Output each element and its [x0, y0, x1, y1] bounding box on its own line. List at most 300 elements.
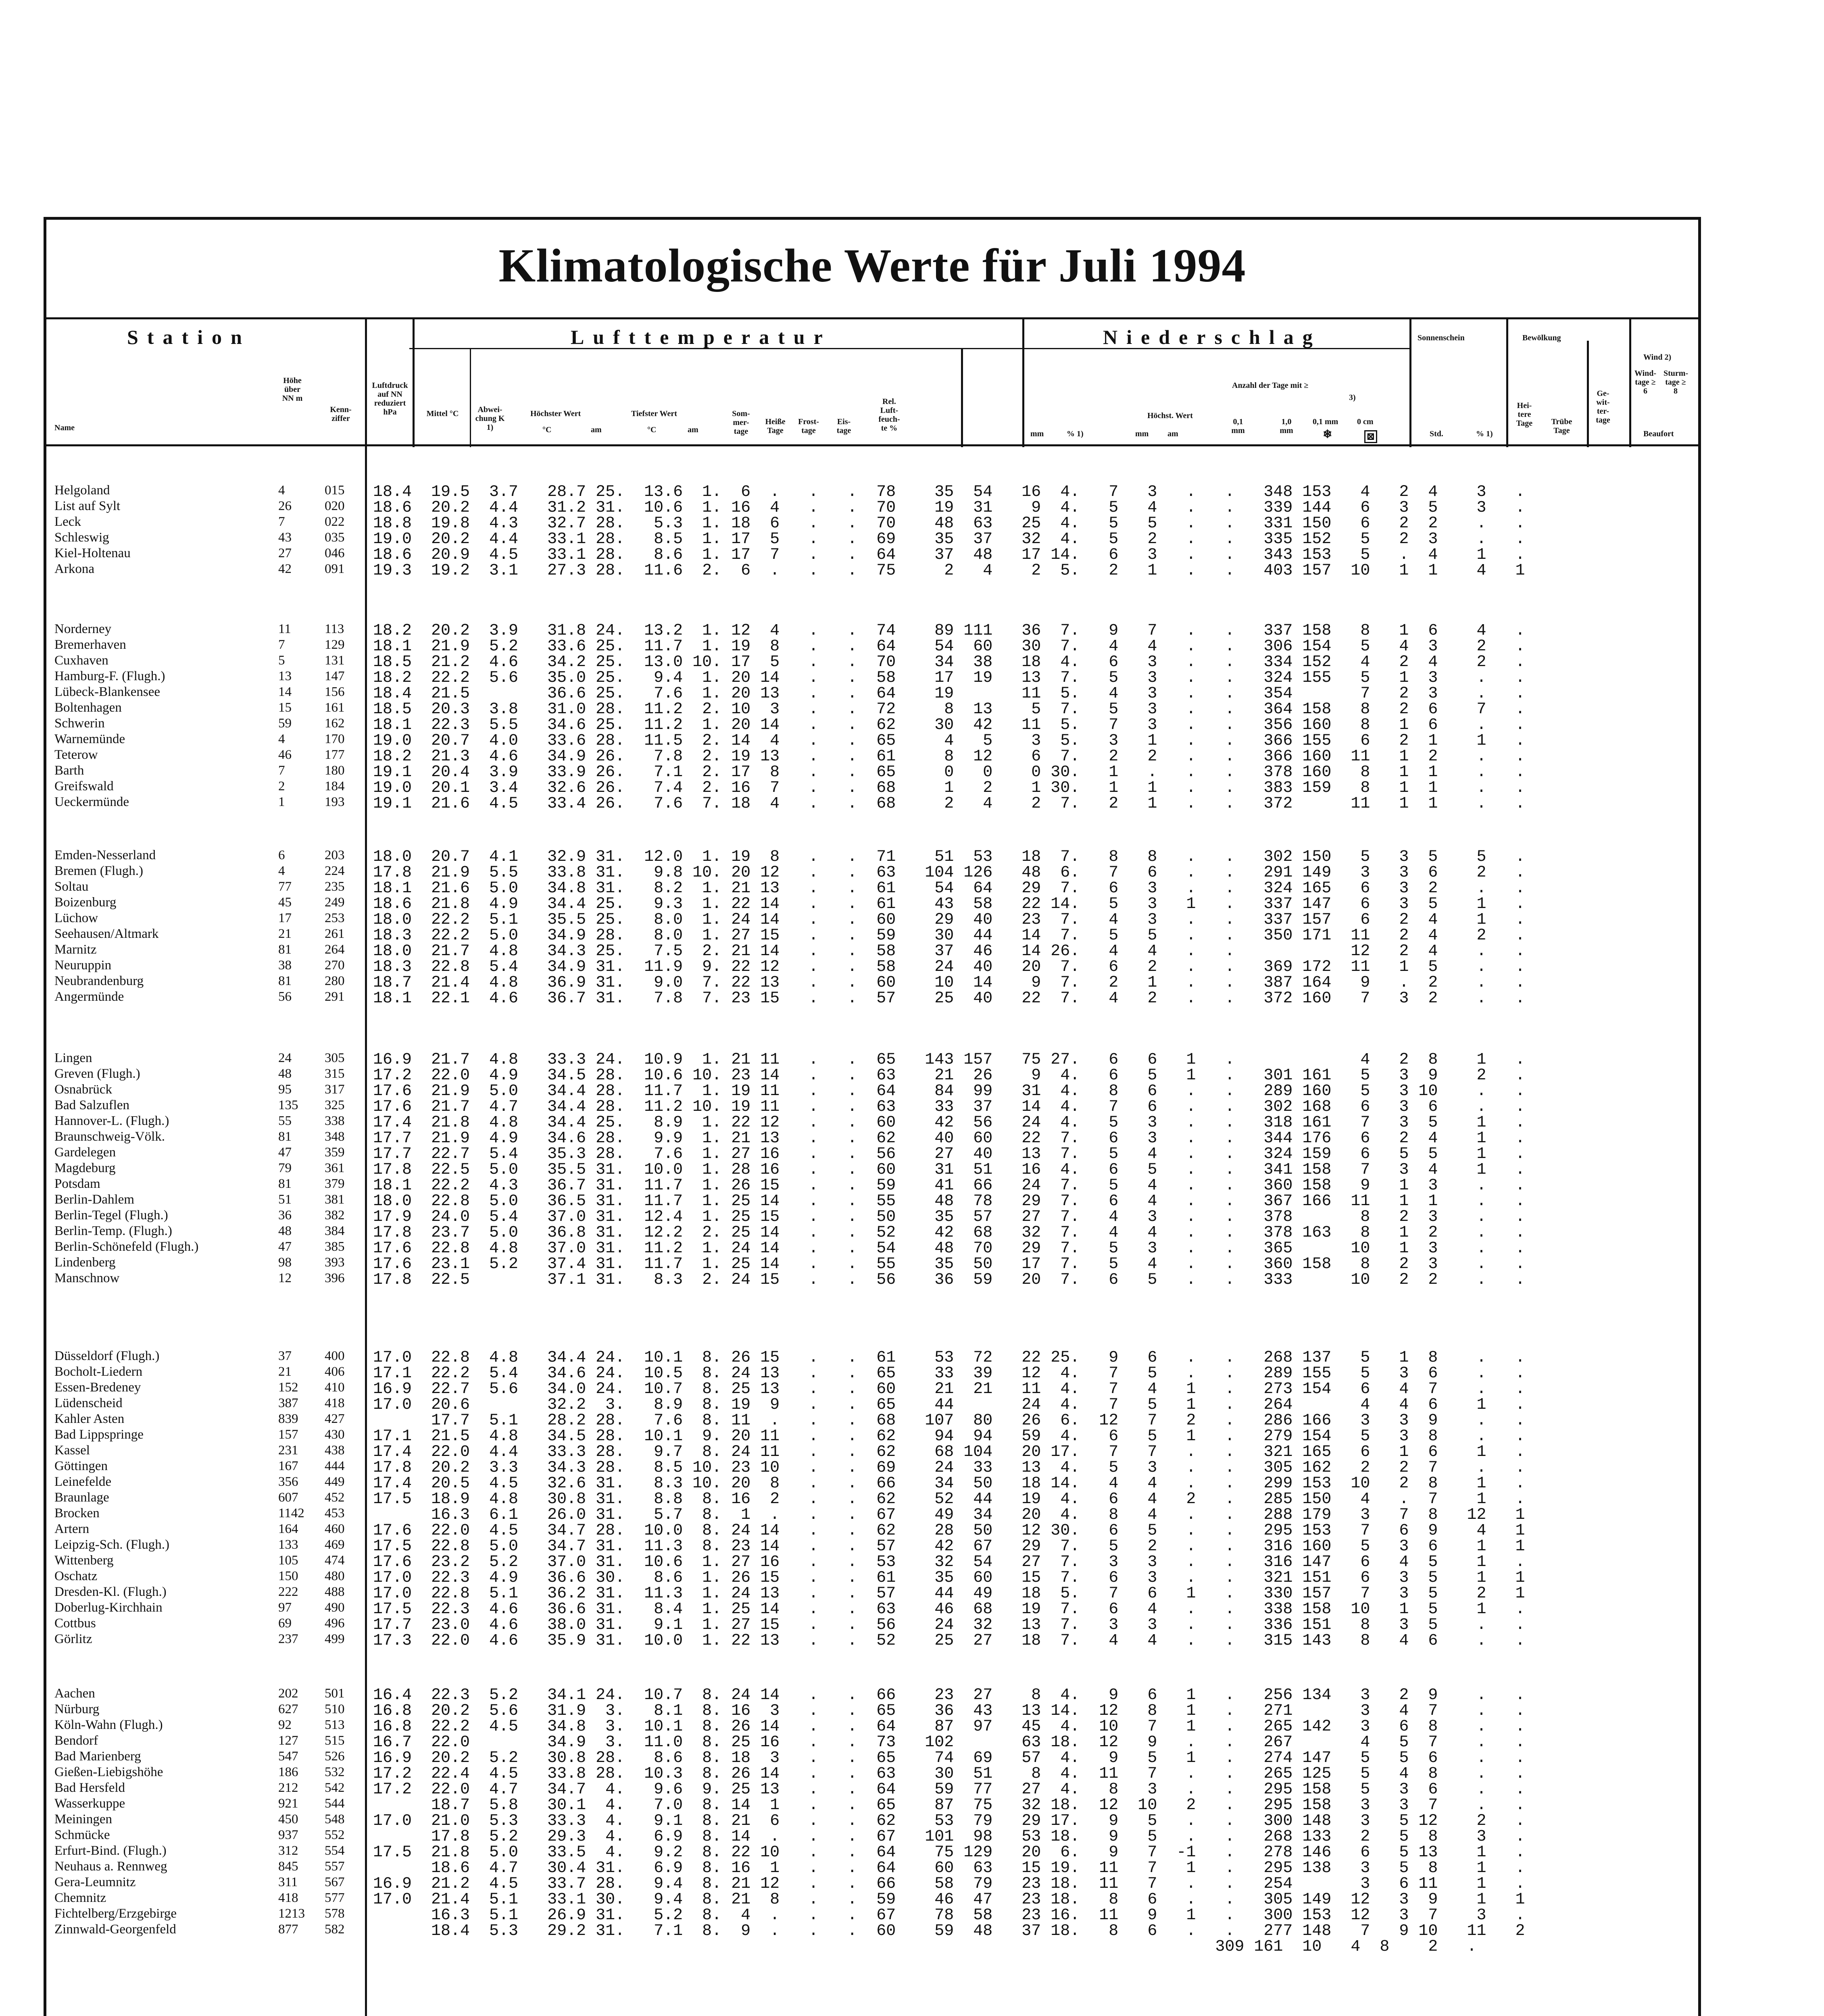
station-values: 18.6 4.7 30.4 31. 6.9 8. 16 1 . . 64 60 63 15 19. 11 7 1 . 295 138 3 5 8 1 . [373, 1859, 1525, 1877]
station-name: Magdeburg [54, 1161, 116, 1175]
station-kennziffer: 020 [325, 499, 345, 513]
station-hoehe: 46 [278, 748, 292, 762]
station-hoehe: 627 [278, 1702, 298, 1716]
station-name: Zinnwald-Georgenfeld [54, 1922, 176, 1937]
station-hoehe: 95 [278, 1082, 292, 1097]
station-kennziffer: 582 [325, 1922, 345, 1937]
station-name: Hannover-L. (Flugh.) [54, 1114, 169, 1128]
station-hoehe: 24 [278, 1051, 292, 1065]
hdr-sonne-pct: % 1) [1476, 429, 1493, 438]
station-hoehe: 167 [278, 1459, 298, 1473]
station-name: Ueckermünde [54, 795, 129, 809]
station-name: Lüdenscheid [54, 1396, 123, 1410]
hdr-tage-10mm: 1,0 mm [1280, 417, 1293, 435]
station-values: 17.1 21.5 4.8 34.5 28. 10.1 9. 20 11 . . 62 94 94 59 4. 6 5 1 . 279 154 5 3 8 . . [373, 1427, 1525, 1445]
station-values: 16.4 22.3 5.2 34.1 24. 10.7 8. 24 14 . . 66 23 27 8 4. 9 6 1 . 256 134 3 2 9 . . [373, 1686, 1525, 1704]
station-name: Barth [54, 763, 84, 778]
station-name: Leinefelde [54, 1475, 112, 1489]
station-kennziffer: 253 [325, 911, 345, 925]
station-values: 18.0 20.7 4.1 32.9 31. 12.0 1. 19 8 . . 71 51 53 18 7. 8 8 . . 302 150 5 3 5 5 . [373, 848, 1525, 866]
station-name: Lüchow [54, 911, 98, 925]
station-hoehe: 36 [278, 1208, 292, 1223]
station-kennziffer: 035 [325, 530, 345, 545]
station-kennziffer: 444 [325, 1459, 345, 1473]
station-name: Berlin-Schönefeld (Flugh.) [54, 1239, 199, 1254]
station-hoehe: 237 [278, 1632, 298, 1646]
station-values: 17.0 21.4 5.1 33.1 30. 9.4 8. 21 8 . . 59 46 47 23 18. 8 6 . . 305 149 12 3 9 1 1 [373, 1891, 1525, 1909]
station-values: 18.7 5.8 30.1 4. 7.0 8. 14 1 . . 65 87 75 32 18. 12 10 2 . 295 158 3 3 7 . . [373, 1796, 1525, 1814]
station-values: 18.2 21.3 4.6 34.9 26. 7.8 2. 19 13 . . 61 8 12 6 7. 2 2 . . 366 160 11 1 2 . . [373, 748, 1525, 766]
station-values: 18.8 19.8 4.3 32.7 28. 5.3 1. 18 6 . . 70 48 63 25 4. 5 5 . . 331 150 6 2 2 . . [373, 514, 1525, 533]
station-kennziffer: 348 [325, 1129, 345, 1144]
station-kennziffer: 438 [325, 1443, 345, 1458]
station-kennziffer: 129 [325, 637, 345, 652]
station-values: 16.9 21.7 4.8 33.3 24. 10.9 1. 21 11 . . 65 143 157 75 27. 6 6 1 . 4 2 8 1 . [373, 1051, 1525, 1069]
station-name: Schwerin [54, 716, 105, 731]
station-hoehe: 51 [278, 1192, 292, 1207]
station-kennziffer: 474 [325, 1553, 345, 1568]
station-name: Doberlug-Kirchhain [54, 1600, 163, 1615]
station-hoehe: 11 [278, 622, 291, 636]
station-hoehe: 133 [278, 1537, 298, 1552]
group-niederschlag: Niederschlag [1103, 326, 1322, 348]
station-values: 17.2 22.0 4.9 34.5 28. 10.6 10. 23 14 . . 63 21 26 9 4. 6 5 1 . 301 161 5 3 9 2 . [373, 1066, 1525, 1085]
station-hoehe: 312 [278, 1843, 298, 1858]
col-rule-sonne [1409, 317, 1411, 447]
station-name: Artern [54, 1522, 90, 1536]
hdr-eistage: Eis-tage [836, 417, 851, 435]
station-name: Fichtelberg/Erzgebirge [54, 1906, 177, 1921]
station-hoehe: 839 [278, 1412, 298, 1426]
station-kennziffer: 488 [325, 1585, 345, 1599]
station-values: 17.2 22.4 4.5 33.8 28. 10.3 8. 26 14 . . 63 30 51 8 4. 11 7 . . 265 125 5 4 8 . . [373, 1765, 1525, 1783]
station-name: Angermünde [54, 989, 124, 1004]
station-name: Meiningen [54, 1812, 112, 1826]
station-values: 17.0 22.8 5.1 36.2 31. 11.3 1. 24 13 . . 57 44 49 18 5. 7 6 1 . 330 157 7 3 5 2 1 [373, 1585, 1525, 1603]
station-name: Erfurt-Bind. (Flugh.) [54, 1843, 167, 1858]
station-values: 17.3 22.0 4.6 35.9 31. 10.0 1. 22 13 . . 52 25 27 18 7. 4 4 . . 315 143 8 4 6 . . [373, 1632, 1525, 1650]
station-kennziffer: 557 [325, 1859, 345, 1874]
station-hoehe: 356 [278, 1475, 298, 1489]
station-values: 17.0 21.0 5.3 33.3 4. 9.1 8. 21 6 . . 62 53 79 29 17. 9 5 . . 300 148 3 5 12 2 . [373, 1812, 1525, 1830]
col-rule-wind [1629, 317, 1631, 447]
station-hoehe: 4 [278, 732, 285, 746]
station-hoehe: 547 [278, 1749, 298, 1764]
station-values: 18.0 21.7 4.8 34.3 25. 7.5 2. 21 14 . . 58 37 46 14 26. 4 4 . . 12 2 4 . . [373, 942, 1525, 960]
station-hoehe: 921 [278, 1796, 298, 1811]
station-name: Essen-Bredeney [54, 1380, 141, 1395]
station-kennziffer: 453 [325, 1506, 345, 1520]
station-hoehe: 47 [278, 1145, 292, 1160]
station-hoehe: 48 [278, 1066, 292, 1081]
station-values: 16.8 22.2 4.5 34.8 3. 10.1 8. 26 14 . . 64 87 97 45 4. 10 7 1 . 265 142 3 6 8 . . [373, 1718, 1525, 1736]
station-name: Bremen (Flugh.) [54, 864, 143, 878]
station-name: Lingen [54, 1051, 92, 1065]
station-values: 18.2 22.2 5.6 35.0 25. 9.4 1. 20 14 . . 58 17 19 13 7. 5 3 . . 324 155 5 1 3 . . [373, 669, 1525, 687]
station-kennziffer: 224 [325, 864, 345, 878]
station-kennziffer: 384 [325, 1224, 345, 1238]
station-name: Greven (Flugh.) [54, 1066, 140, 1081]
station-values: 17.4 21.8 4.8 34.4 25. 8.9 1. 22 12 . . 60 42 56 24 4. 5 3 . . 318 161 7 3 5 1 . [373, 1114, 1525, 1132]
station-hoehe: 81 [278, 1177, 292, 1191]
station-name: Braunschweig-Völk. [54, 1129, 165, 1144]
hdr-hoechstwert-mm: mm [1135, 429, 1149, 438]
hdr-name: Name [54, 423, 75, 432]
station-values: 18.0 22.8 5.0 36.5 31. 11.7 1. 25 14 . . 55 48 78 29 7. 6 4 . . 367 166 11 1 1 . . [373, 1192, 1525, 1210]
station-hoehe: 98 [278, 1255, 292, 1270]
station-name: Düsseldorf (Flugh.) [54, 1349, 160, 1363]
station-hoehe: 105 [278, 1553, 298, 1568]
station-kennziffer: 162 [325, 716, 345, 731]
station-values: 17.0 22.3 4.9 36.6 30. 8.6 1. 26 15 . . 61 35 60 15 7. 6 3 . . 321 151 6 3 5 1 1 [373, 1569, 1525, 1587]
col-rule-gewitter [1587, 341, 1589, 447]
station-kennziffer: 427 [325, 1412, 345, 1426]
hdr-kenn: Kenn-ziffer [330, 405, 352, 423]
col-rule-temp-mid [470, 348, 471, 447]
station-hoehe: 5 [278, 653, 285, 668]
header-top-rule [46, 317, 1698, 319]
station-kennziffer: 554 [325, 1843, 345, 1858]
station-kennziffer: 184 [325, 779, 345, 793]
station-values: 17.0 20.6 32.2 3. 8.9 8. 19 9 . . 65 44 24 4. 7 5 1 . 264 4 4 6 1 . [373, 1396, 1525, 1414]
station-name: Leipzig-Sch. (Flugh.) [54, 1537, 170, 1552]
station-name: Hamburg-F. (Flugh.) [54, 669, 165, 683]
station-values: 18.1 22.1 4.6 36.7 31. 7.8 7. 23 15 . . 57 25 40 22 7. 4 2 . . 372 160 7 3 2 . . [373, 989, 1525, 1008]
station-name: Chemnitz [54, 1891, 106, 1905]
station-hoehe: 4 [278, 483, 285, 498]
station-hoehe: 1142 [278, 1506, 304, 1520]
hdr-frosttage: Frost-tage [798, 417, 819, 435]
station-hoehe: 21 [278, 927, 292, 941]
station-name: Warnemünde [54, 732, 125, 746]
hdr-tiefster-am: am [688, 425, 698, 434]
station-name: Lübeck-Blankensee [54, 685, 161, 699]
station-values: 18.1 22.2 4.3 36.7 31. 11.7 1. 26 15 . . 59 41 66 24 7. 5 4 . . 360 158 9 1 3 . . [373, 1177, 1525, 1195]
station-hoehe: 127 [278, 1733, 298, 1748]
station-name: Oschatz [54, 1569, 98, 1583]
station-values: 16.9 20.2 5.2 30.8 28. 8.6 8. 18 3 . . 65 74 69 57 4. 9 5 1 . 274 147 5 5 6 . . [373, 1749, 1525, 1767]
hdr-tage-0cm: 0 cm [1357, 417, 1374, 426]
station-hoehe: 48 [278, 1224, 292, 1238]
station-hoehe: 12 [278, 1271, 292, 1285]
station-kennziffer: 510 [325, 1702, 345, 1716]
station-hoehe: 13 [278, 669, 292, 683]
station-hoehe: 845 [278, 1859, 298, 1874]
station-kennziffer: 430 [325, 1427, 345, 1442]
station-hoehe: 387 [278, 1396, 298, 1410]
hdr-luftdruck: Luftdruck auf NN reduziert hPa [372, 381, 408, 417]
station-kennziffer: 469 [325, 1537, 345, 1552]
station-values: 19.1 20.4 3.9 33.9 26. 7.1 2. 17 8 . . 65 0 0 0 30. 1 . . . 378 160 8 1 1 . . [373, 763, 1525, 781]
station-hoehe: 77 [278, 879, 292, 894]
station-kennziffer: 305 [325, 1051, 345, 1065]
hdr-gewittertage: Ge-wit-ter-tage [1596, 389, 1610, 425]
station-values: 19.3 19.2 3.1 27.3 28. 11.6 2. 6 . . . 75 2 4 2 5. 2 1 . . 403 157 10 1 1 4 1 [373, 562, 1525, 580]
station-hoehe: 47 [278, 1239, 292, 1254]
station-hoehe: 157 [278, 1427, 298, 1442]
station-hoehe: 231 [278, 1443, 298, 1458]
station-values: 17.5 22.8 5.0 34.7 31. 11.3 8. 23 14 . . 57 42 67 29 7. 5 2 . . 316 160 5 3 6 1 1 [373, 1537, 1525, 1556]
station-kennziffer: 046 [325, 546, 345, 560]
station-values: 17.7 21.9 4.9 34.6 28. 9.9 1. 21 13 . . 62 40 60 22 7. 6 3 . . 344 176 6 2 4 1 . [373, 1129, 1525, 1148]
station-hoehe: 37 [278, 1349, 292, 1363]
station-hoehe: 186 [278, 1765, 298, 1779]
station-kennziffer: 526 [325, 1749, 345, 1764]
station-kennziffer: 379 [325, 1177, 345, 1191]
station-values: 17.8 22.5 37.1 31. 8.3 2. 24 15 . . 56 36 59 20 7. 6 5 . . 333 10 2 2 . . [373, 1271, 1525, 1289]
station-hoehe: 877 [278, 1922, 298, 1937]
station-kennziffer: 291 [325, 989, 345, 1004]
station-kennziffer: 177 [325, 748, 345, 762]
station-values: 19.0 20.7 4.0 33.6 28. 11.5 2. 14 4 . . 65 4 5 3 5. 3 1 . . 366 155 6 2 1 1 . [373, 732, 1525, 750]
station-kennziffer: 513 [325, 1718, 345, 1732]
station-name: Neuhaus a. Rennweg [54, 1859, 167, 1874]
station-hoehe: 15 [278, 700, 292, 715]
station-name: Neuruppin [54, 958, 112, 973]
station-values: 309 161 10 4 8 2 . [373, 1938, 1477, 1956]
station-values: 19.0 20.2 4.4 33.1 28. 8.5 1. 17 5 . . 69 35 37 32 4. 5 2 . . 335 152 5 2 3 . . [373, 530, 1525, 548]
station-name: Dresden-Kl. (Flugh.) [54, 1585, 167, 1599]
station-kennziffer: 022 [325, 514, 345, 529]
hdr-tiefster: Tiefster Wert [631, 409, 677, 418]
station-name: Brocken [54, 1506, 100, 1520]
station-kennziffer: 359 [325, 1145, 345, 1160]
hdr-sommertage: Som-mer-tage [732, 409, 750, 436]
station-name: Schleswig [54, 530, 109, 545]
station-hoehe: 38 [278, 958, 292, 973]
col-rule-luftdruck [413, 317, 415, 447]
station-hoehe: 6 [278, 848, 285, 862]
station-hoehe: 97 [278, 1600, 292, 1615]
station-name: Köln-Wahn (Flugh.) [54, 1718, 163, 1732]
station-name: Teterow [54, 748, 98, 762]
station-values: 17.7 23.0 4.6 38.0 31. 9.1 1. 27 15 . . 56 24 32 13 7. 3 3 . . 336 151 8 3 5 . . [373, 1616, 1525, 1634]
station-kennziffer: 418 [325, 1396, 345, 1410]
col-rule-bewoelkung [1506, 317, 1508, 447]
station-values: 18.4 5.3 29.2 31. 7.1 8. 9 . . . 60 59 48 37 18. 8 6 . . 277 148 7 9 10 11 2 [373, 1922, 1525, 1940]
station-name: Berlin-Dahlem [54, 1192, 134, 1207]
station-hoehe: 81 [278, 1129, 292, 1144]
station-kennziffer: 317 [325, 1082, 345, 1097]
station-name: Norderney [54, 622, 112, 636]
station-kennziffer: 131 [325, 653, 345, 668]
station-hoehe: 92 [278, 1718, 292, 1732]
station-name: Wasserkuppe [54, 1796, 125, 1811]
station-values: 16.7 22.0 34.9 3. 11.0 8. 25 16 . . 73 102 63 18. 12 9 . . 267 4 5 7 . . [373, 1733, 1525, 1752]
station-name: Manschnow [54, 1271, 120, 1285]
station-values: 18.7 21.4 4.8 36.9 31. 9.0 7. 22 13 . . 60 10 14 9 7. 2 1 . . 387 164 9 . 2 . . [373, 974, 1525, 992]
station-values: 17.0 22.8 4.8 34.4 24. 10.1 8. 26 15 . . 61 53 72 22 25. 9 6 . . 268 137 5 1 8 . . [373, 1349, 1525, 1367]
station-values: 18.3 22.8 5.4 34.9 31. 11.9 9. 22 12 . . 58 24 40 20 7. 6 2 . . 369 172 11 1 5 . . [373, 958, 1525, 976]
station-name: Cottbus [54, 1616, 96, 1631]
station-kennziffer: 406 [325, 1364, 345, 1379]
hdr-hoechster-am: am [591, 425, 602, 434]
hdr-beaufort: Beaufort [1643, 429, 1674, 438]
hdr-hoechstwert: Höchst. Wert [1147, 411, 1193, 420]
station-name: Osnabrück [54, 1082, 112, 1097]
snow-cover-icon: ⊠ [1364, 430, 1377, 443]
hdr-heitere-tage: Hei-tere Tage [1516, 401, 1533, 428]
station-kennziffer: 261 [325, 927, 345, 941]
station-name: Gießen-Liebigshöhe [54, 1765, 163, 1779]
station-kennziffer: 264 [325, 942, 345, 957]
station-kennziffer: 381 [325, 1192, 345, 1207]
station-values: 18.4 21.5 36.6 25. 7.6 1. 20 13 . . 64 19 11 5. 4 3 . . 354 7 2 3 . . [373, 685, 1525, 703]
station-values: 17.6 23.2 5.2 37.0 31. 10.6 1. 27 16 . . 53 32 54 27 7. 3 3 . . 316 147 6 4 5 1 . [373, 1553, 1525, 1571]
hdr-tage-01mm: 0,1 mm [1231, 417, 1245, 435]
station-name: Greifswald [54, 779, 114, 793]
hdr-tiefster-c: °C [647, 425, 657, 434]
station-name: Göttingen [54, 1459, 108, 1473]
station-kennziffer: 515 [325, 1733, 345, 1748]
station-hoehe: 418 [278, 1891, 298, 1905]
station-hoehe: 7 [278, 637, 285, 652]
station-name: Bad Lippspringe [54, 1427, 144, 1442]
station-name: Bad Salzuflen [54, 1098, 130, 1112]
station-values: 17.6 21.7 4.7 34.4 28. 11.2 10. 19 11 . . 63 33 37 14 4. 7 6 . . 302 168 6 3 6 . . [373, 1098, 1525, 1116]
station-name: Görlitz [54, 1632, 92, 1646]
hdr-tage-01mm-schnee: 0,1 mm [1313, 417, 1338, 426]
station-name: Leck [54, 514, 81, 529]
hdr-windtage: Wind-tage ≥ 6 [1634, 369, 1657, 396]
station-name: Seehausen/Altmark [54, 927, 159, 941]
station-kennziffer: 113 [325, 622, 344, 636]
station-name: Braunlage [54, 1490, 109, 1505]
station-kennziffer: 015 [325, 483, 345, 498]
station-name: Gera-Leumnitz [54, 1875, 136, 1889]
station-kennziffer: 567 [325, 1875, 345, 1889]
station-hoehe: 43 [278, 530, 292, 545]
station-name: Gardelegen [54, 1145, 116, 1160]
station-values: 18.1 21.9 5.2 33.6 25. 11.7 1. 19 8 . . 64 54 60 30 7. 4 4 . . 306 154 5 4 3 2 . [373, 637, 1525, 656]
station-values: 18.0 22.2 5.1 35.5 25. 8.0 1. 24 14 . . 60 29 40 23 7. 4 3 . . 337 157 6 2 4 1 . [373, 911, 1525, 929]
station-hoehe: 56 [278, 989, 292, 1004]
station-values: 18.3 22.2 5.0 34.9 28. 8.0 1. 27 15 . . 59 30 44 14 7. 5 5 . . 350 171 11 2 4 2 . [373, 927, 1525, 945]
station-values: 16.3 5.1 26.9 31. 5.2 8. 4 . . . 67 78 58 23 16. 11 9 1 . 300 153 12 3 7 3 . [373, 1906, 1525, 1924]
station-kennziffer: 496 [325, 1616, 345, 1631]
group-lufttemperatur: Lufttemperatur [571, 326, 832, 348]
station-hoehe: 1213 [278, 1906, 305, 1921]
station-name: Bad Hersfeld [54, 1781, 125, 1795]
station-kennziffer: 203 [325, 848, 345, 862]
hdr-hoechstwert-am: am [1167, 429, 1178, 438]
station-hoehe: 937 [278, 1828, 298, 1842]
station-kennziffer: 400 [325, 1349, 345, 1363]
station-kennziffer: 180 [325, 763, 345, 778]
hdr-nieder-mm: mm [1030, 429, 1044, 438]
station-values: 19.1 21.6 4.5 33.4 26. 7.6 7. 18 4 . . 68 2 4 2 7. 2 1 . . 372 11 1 1 . . [373, 795, 1525, 813]
station-hoehe: 45 [278, 895, 292, 910]
station-hoehe: 2 [278, 779, 285, 793]
station-hoehe: 607 [278, 1490, 298, 1505]
station-name: Bocholt-Liedern [54, 1364, 143, 1379]
station-hoehe: 7 [278, 514, 285, 529]
group-station: Station [127, 326, 251, 348]
snowflake-icon: ❄ [1323, 428, 1332, 441]
station-values: 19.0 20.1 3.4 32.6 26. 7.4 2. 16 7 . . 68 1 2 1 30. 1 1 . . 383 159 8 1 1 . . [373, 779, 1525, 797]
header-bottom-rule [46, 444, 1698, 446]
col-rule-nieder [1022, 317, 1024, 447]
station-values: 17.1 22.2 5.4 34.6 24. 10.5 8. 24 13 . . 65 33 39 12 4. 7 5 . . 289 155 5 3 6 . . [373, 1364, 1525, 1383]
station-name: Boizenburg [54, 895, 117, 910]
station-hoehe: 202 [278, 1686, 298, 1701]
col-rule-station [365, 317, 367, 2016]
station-values: 17.5 18.9 4.8 30.8 31. 8.8 8. 16 2 . . 62 52 44 19 4. 6 4 2 . 285 150 4 . 7 1 . [373, 1490, 1525, 1508]
station-kennziffer: 170 [325, 732, 345, 746]
station-name: Boltenhagen [54, 700, 122, 715]
station-kennziffer: 382 [325, 1208, 345, 1223]
station-values: 17.4 20.5 4.5 32.6 31. 8.3 10. 20 8 . . 66 34 50 18 14. 4 4 . . 299 153 10 2 8 1 . [373, 1475, 1525, 1493]
station-values: 16.8 20.2 5.6 31.9 3. 8.1 8. 16 3 . . 65 36 43 13 14. 12 8 1 . 271 3 4 7 . . [373, 1702, 1525, 1720]
station-hoehe: 135 [278, 1098, 298, 1112]
station-name: Arkona [54, 562, 94, 576]
station-values: 18.5 21.2 4.6 34.2 25. 13.0 10. 17 5 . . 70 34 38 18 4. 6 3 . . 334 152 4 2 4 2 . [373, 653, 1525, 671]
station-kennziffer: 499 [325, 1632, 345, 1646]
station-kennziffer: 449 [325, 1475, 345, 1489]
station-values: 16.9 21.2 4.5 33.7 28. 9.4 8. 21 12 . . 66 58 79 23 18. 11 7 . . 254 3 6 11 1 . [373, 1875, 1525, 1893]
station-hoehe: 81 [278, 942, 292, 957]
station-values: 17.2 22.0 4.7 34.7 4. 9.6 9. 25 13 . . 64 59 77 27 4. 8 3 . . 295 158 5 3 6 . . [373, 1781, 1525, 1799]
station-hoehe: 1 [278, 795, 285, 809]
station-kennziffer: 548 [325, 1812, 345, 1826]
station-values: 17.5 21.8 5.0 33.5 4. 9.2 8. 22 10 . . 64 75 129 20 6. 9 7 -1 . 278 146 6 5 13 1 . [373, 1843, 1525, 1862]
station-values: 18.1 22.3 5.5 34.6 25. 11.2 1. 20 14 . . 62 30 42 11 5. 7 3 . . 356 160 8 1 6 . . [373, 716, 1525, 734]
group-bewoelkung: Bewölkung [1522, 333, 1561, 342]
station-kennziffer: 578 [325, 1906, 345, 1921]
station-hoehe: 42 [278, 562, 292, 576]
hdr-relfeuchte: Rel. Luft-feuch-te % [878, 397, 900, 433]
station-hoehe: 26 [278, 499, 292, 513]
station-name: List auf Sylt [54, 499, 121, 513]
hdr-mittel: Mittel °C [426, 409, 459, 418]
station-name: Helgoland [54, 483, 110, 498]
station-kennziffer: 091 [325, 562, 345, 576]
station-name: Potsdam [54, 1177, 100, 1191]
station-kennziffer: 280 [325, 974, 345, 988]
station-kennziffer: 396 [325, 1271, 345, 1285]
station-values: 17.8 20.2 3.3 34.3 28. 8.5 10. 23 10 . . 69 24 33 13 4. 5 3 . . 305 162 2 2 7 . . [373, 1459, 1525, 1477]
station-kennziffer: 156 [325, 685, 345, 699]
station-kennziffer: 338 [325, 1114, 345, 1128]
station-kennziffer: 577 [325, 1891, 345, 1905]
page-title: Klimatologische Werte für Juli 1994 [498, 239, 1246, 292]
col-rule-relfeucht [961, 348, 963, 447]
hdr-hoechster: Höchster Wert [530, 409, 581, 418]
station-name: Berlin-Tegel (Flugh.) [54, 1208, 168, 1223]
station-hoehe: 222 [278, 1585, 298, 1599]
hdr-abweichung: Abwei-chung K 1) [475, 405, 505, 432]
station-hoehe: 212 [278, 1781, 298, 1795]
station-values: 18.6 21.8 4.9 34.4 25. 9.3 1. 22 14 . . 61 43 58 22 14. 5 3 1 . 337 147 6 3 5 1 . [373, 895, 1525, 913]
station-kennziffer: 315 [325, 1066, 345, 1081]
station-name: Cuxhaven [54, 653, 108, 668]
station-kennziffer: 385 [325, 1239, 345, 1254]
station-name: Schmücke [54, 1828, 110, 1842]
station-values: 17.7 5.1 28.2 28. 7.6 8. 11 . . . 68 107 80 26 6. 12 7 2 . 286 166 3 3 9 . . [373, 1412, 1525, 1430]
station-name: Neubrandenburg [54, 974, 144, 988]
station-name: Bendorf [54, 1733, 98, 1748]
station-name: Soltau [54, 879, 89, 894]
station-hoehe: 79 [278, 1161, 292, 1175]
station-hoehe: 21 [278, 1364, 292, 1379]
station-name: Emden-Nesserland [54, 848, 156, 862]
station-values: 18.5 20.3 3.8 31.0 28. 11.2 2. 10 3 . . 72 8 13 5 7. 5 3 . . 364 158 8 2 6 7 . [373, 700, 1525, 719]
station-name: Wittenberg [54, 1553, 114, 1568]
station-kennziffer: 532 [325, 1765, 345, 1779]
station-kennziffer: 542 [325, 1781, 345, 1795]
station-values: 17.8 22.5 5.0 35.5 31. 10.0 1. 28 16 . . 60 31 51 16 4. 6 5 . . 341 158 7 3 4 1 . [373, 1161, 1525, 1179]
station-values: 17.5 22.3 4.6 36.6 31. 8.4 1. 25 14 . . 63 46 68 19 7. 6 4 . . 338 158 10 1 5 1 . [373, 1600, 1525, 1618]
